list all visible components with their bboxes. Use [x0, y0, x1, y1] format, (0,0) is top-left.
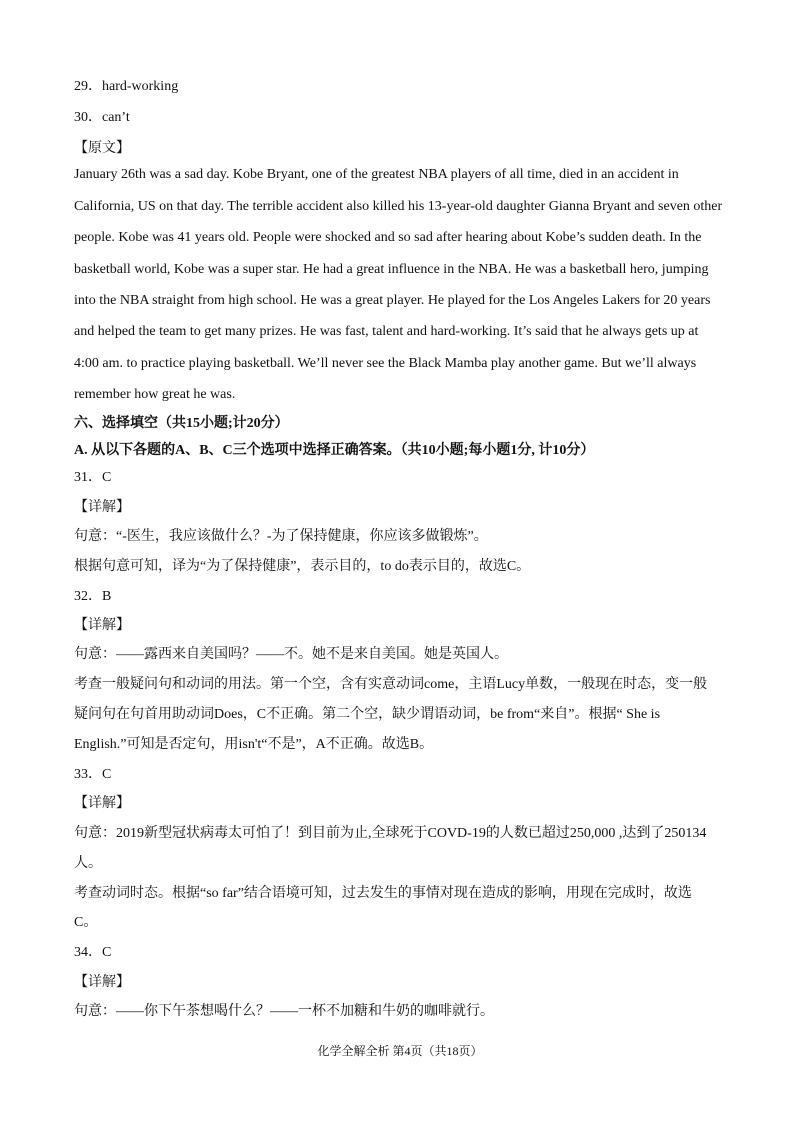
section-heading: 六、选择填空（共15小题;计20分） [74, 416, 289, 431]
answer-33: 33．C [74, 767, 112, 782]
passage-line: California, US on that day. The terrible accident also killed his 13-year-old daughter Gianna Bryant and seven other [74, 199, 723, 214]
explanation-line: 句意：——你下午茶想喝什么？——一杯不加糖和牛奶的咖啡就行。 [74, 1004, 494, 1019]
explanation-line: English.”可知是否定句，用isn't“不是”，A不正确。故选B。 [74, 737, 434, 752]
passage-line: into the NBA straight from high school. He was a great player. He played for the Los Angeles Lakers for 20 years [74, 293, 711, 308]
subsection-heading: A. 从以下各题的A、B、C三个选项中选择正确答案。（共10小题;每小题1分, 计10分） [74, 443, 595, 458]
section-label-explanation: 【详解】 [74, 975, 130, 990]
explanation-line: 人。 [74, 856, 102, 871]
explanation-line: 句意：——露西来自美国吗？——不。她不是来自美国。她是英国人。 [74, 647, 508, 662]
passage-line: people. Kobe was 41 years old. People were shocked and so sad after hearing about Kobe’s sudden death. In the [74, 230, 702, 245]
answer-31: 31．C [74, 470, 112, 485]
passage-line: remember how great he was. [74, 387, 236, 402]
page-footer: 化学全解全析 第4页（共18页） [317, 1044, 483, 1058]
section-label-original: 【原文】 [74, 141, 130, 156]
passage-line: basketball world, Kobe was a super star. He had a great influence in the NBA. He was a basketball hero, jumping [74, 262, 709, 277]
explanation-line: 根据句意可知，译为“为了保持健康”，表示目的，to do表示目的，故选C。 [74, 559, 531, 574]
explanation-line: 句意：“-医生，我应该做什么？-为了保持健康，你应该多做锻炼”。 [74, 529, 488, 544]
answer-34: 34．C [74, 945, 112, 960]
explanation-line: 疑问句在句首用助动词Does，C不正确。第二个空，缺少谓语动词，be from“来自”。根据“ She is [74, 707, 661, 722]
explanation-line: 考查动词时态。根据“so far”结合语境可知，过去发生的事情对现在造成的影响，用现在完成时，故选 [74, 886, 692, 901]
passage-line: 4:00 am. to practice playing basketball. We’ll never see the Black Mamba play another game. But we’ll always [74, 356, 697, 371]
answer-32: 32．B [74, 589, 112, 604]
answer-30: 30．can’t [74, 110, 130, 125]
explanation-line: 考查一般疑问句和动词的用法。第一个空，含有实意动词come，主语Lucy单数，一般现在时态，变一般 [74, 677, 708, 692]
explanation-line: 句意：2019新型冠状病毒太可怕了！到目前为止,全球死于COVD-19的人数已超过250,000 ,达到了250134 [74, 826, 707, 841]
section-label-explanation: 【详解】 [74, 796, 130, 811]
passage-line: January 26th was a sad day. Kobe Bryant, one of the greatest NBA players of all time, died in an accident in [74, 167, 679, 182]
passage-line: and helped the team to get many prizes. He was fast, talent and hard-working. It’s said that he always gets up at [74, 324, 699, 339]
answer-29: 29．hard-working [74, 79, 179, 94]
explanation-line: C。 [74, 915, 98, 930]
section-label-explanation: 【详解】 [74, 618, 130, 633]
section-label-explanation: 【详解】 [74, 500, 130, 515]
